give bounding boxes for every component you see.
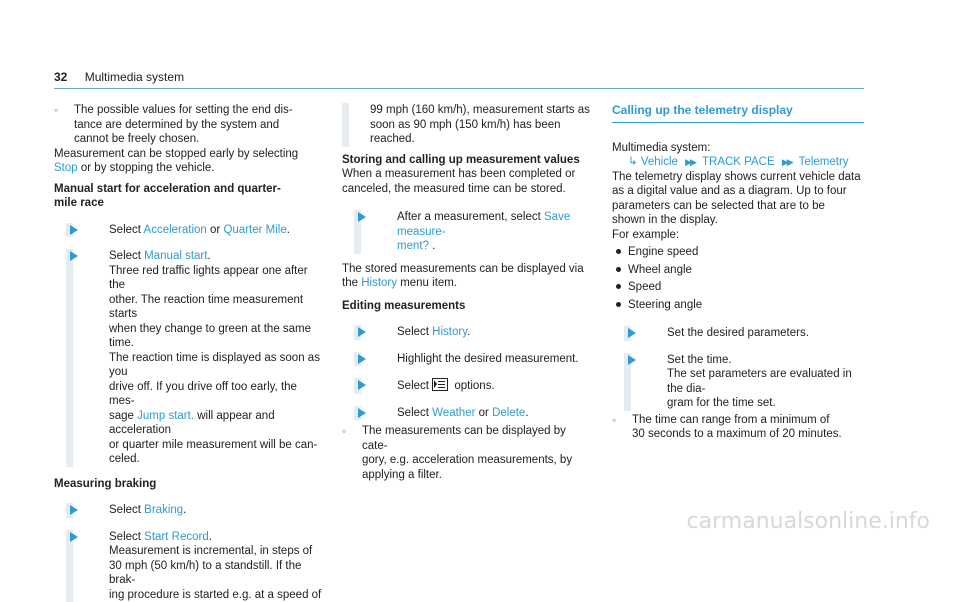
text: The stored measurements can be displayed via [342,262,592,277]
text: gory, e.g. acceleration measurements, by [362,453,592,468]
text: Select [397,407,429,419]
section-heading-telemetry: Calling up the telemetry display [612,103,864,123]
text: After a measurement, select [397,211,541,223]
text: will appear and acceleration [109,410,275,437]
heading-manual-start [54,182,322,211]
text: applying a filter. [362,468,592,483]
text: Select [109,224,141,236]
heading-editing: Editing measurements [342,299,592,314]
page-number: 32 [54,70,67,84]
text: the [342,277,358,289]
text: as a digital value and as a diagram. Up to four [612,184,864,199]
text: Manual start for acceleration and quarter- [54,183,281,195]
text: reached. [370,132,592,147]
step-bar [66,249,73,467]
text: When a measurement has been completed or [342,167,592,182]
paragraph [54,147,322,176]
manual-start-link[interactable]: Manual start [144,250,207,262]
arrow-icon [628,328,636,338]
delete-link[interactable]: Delete [492,407,525,419]
step-set-parameters [612,326,864,341]
path-vehicle[interactable]: Vehicle [641,156,678,168]
text: The telemetry display shows current vehicle data [612,170,864,185]
text: Highlight the desired measurement. [397,352,592,367]
text: . [467,326,470,338]
text: Set the desired parameters. [667,326,864,341]
arrow-icon [358,408,366,418]
save-measurement-link[interactable]: ment? [397,240,429,252]
text: Speed [628,281,661,293]
braking-link[interactable]: Braking [144,504,183,516]
text: menu item. [400,277,457,289]
arrow-icon [70,251,78,261]
text: parameters can be selected that are to be [612,199,864,214]
text: Select [397,326,429,338]
text: Steering angle [628,299,702,311]
text: celed. [109,452,322,467]
step-continued [342,103,592,147]
text: . [432,240,435,252]
path-track-pace[interactable]: TRACK PACE [702,156,775,168]
text: or quarter mile measurement will be can- [109,438,322,453]
bullet-icon [616,302,621,307]
text: The reaction time is displayed as soon as you [109,351,322,380]
list-item [612,263,864,278]
arrow-icon [358,327,366,337]
text: mile race [54,197,104,209]
return-arrow-icon: ↳ [628,156,638,168]
menu-path [612,155,864,170]
text: or by stopping the vehicle. [81,162,215,174]
step-highlight [342,352,592,367]
step-options [342,378,592,394]
text: when they change to green at the same time. [109,322,322,351]
jump-start-link[interactable]: Jump start. [137,410,194,422]
quarter-mile-link[interactable]: Quarter Mile [223,224,286,236]
arrow-icon [358,354,366,364]
step-braking [54,503,322,518]
step-bar [342,103,349,147]
text: shown in the display. [612,213,864,228]
column-2 [342,103,592,482]
text: Select [109,504,141,516]
column-1 [54,103,322,602]
step-save-measurement [342,210,592,254]
acceleration-link[interactable]: Acceleration [144,224,207,236]
note [54,103,322,147]
history-link[interactable]: History [361,277,397,289]
text: or [479,407,489,419]
column-3 [612,103,864,442]
text: Wheel angle [628,264,692,276]
arrow-icon [70,505,78,515]
text: Set the time. [667,353,864,368]
text: drive off. If you drive off too early, the mes- [109,380,322,409]
list-item [612,280,864,295]
chevron-right-icon: ▶▶ [782,157,792,167]
text: . [287,224,290,236]
note-line: cannot be freely chosen. [74,132,322,147]
note [612,413,864,442]
step-start-record [54,530,322,602]
text: canceled, the measured time can be stored. [342,182,592,197]
text: . [525,407,528,419]
text: Multimedia system: [612,141,864,156]
text: Select [109,250,141,262]
start-record-link[interactable]: Start Record [144,531,209,543]
text: Engine speed [628,246,698,258]
arrow-icon [358,380,366,390]
text: . [183,504,186,516]
text: gram for the time set. [667,396,864,411]
text: other. The reaction time measurement starts [109,293,322,322]
options-menu-icon[interactable] [432,378,448,391]
note-line: tance are determined by the system and [74,118,322,133]
step-manual-start [54,249,322,467]
list-item [612,245,864,260]
info-icon: ◦ [54,103,58,118]
arrow-icon [358,212,366,222]
list-item [612,298,864,313]
heading-measuring-braking: Measuring braking [54,477,322,492]
note [342,424,592,482]
text: The time can range from a minimum of [632,413,864,428]
text: . [209,531,212,543]
text: 30 mph (50 km/h) to a standstill. If the brak- [109,559,322,588]
path-telemetry[interactable]: Telemetry [799,156,849,168]
watermark: carmanualsonline.info [687,515,930,530]
note-line: The possible values for setting the end dis- [74,103,322,118]
text: Select [397,380,429,392]
text: The set parameters are evaluated in the dia- [667,367,864,396]
heading-storing: Storing and calling up measurement values [342,153,592,168]
info-icon: ◦ [342,424,346,439]
text: . [207,250,210,262]
text: For example: [612,228,864,243]
text: Three red traffic lights appear one after the [109,264,322,293]
text: soon as 90 mph (150 km/h) has been [370,118,592,133]
page-header [54,70,184,85]
step-select-acceleration [54,223,322,238]
text: or [210,224,220,236]
text: options. [454,380,494,392]
text: The measurements can be displayed by cate- [362,424,592,453]
text: Measurement can be stopped early by selecting [54,148,298,160]
weather-link[interactable]: Weather [432,407,475,419]
section-title: Multimedia system [85,70,184,84]
arrow-icon [628,355,636,365]
info-icon: ◦ [612,413,616,428]
text: ing procedure is started e.g. at a speed of [109,588,322,602]
stop-link[interactable]: Stop [54,162,78,174]
save-measurement-link[interactable]: Save measure- [397,211,570,238]
step-set-time [612,353,864,411]
step-weather-delete [342,406,592,421]
history-link[interactable]: History [432,326,467,338]
arrow-icon [70,532,78,542]
bullet-icon [616,284,621,289]
paragraph [342,262,592,291]
bullet-icon [616,249,621,254]
header-divider [54,88,864,89]
text: Select [109,531,141,543]
bullet-icon [616,267,621,272]
text: 30 seconds to a maximum of 20 minutes. [632,427,864,442]
text: Measurement is incremental, in steps of [109,544,322,559]
chevron-right-icon: ▶▶ [685,157,695,167]
text: 99 mph (160 km/h), measurement starts as [370,103,592,118]
text: sage [109,410,134,422]
step-select-history [342,325,592,340]
parameter-list [612,245,864,312]
arrow-icon [70,225,78,235]
